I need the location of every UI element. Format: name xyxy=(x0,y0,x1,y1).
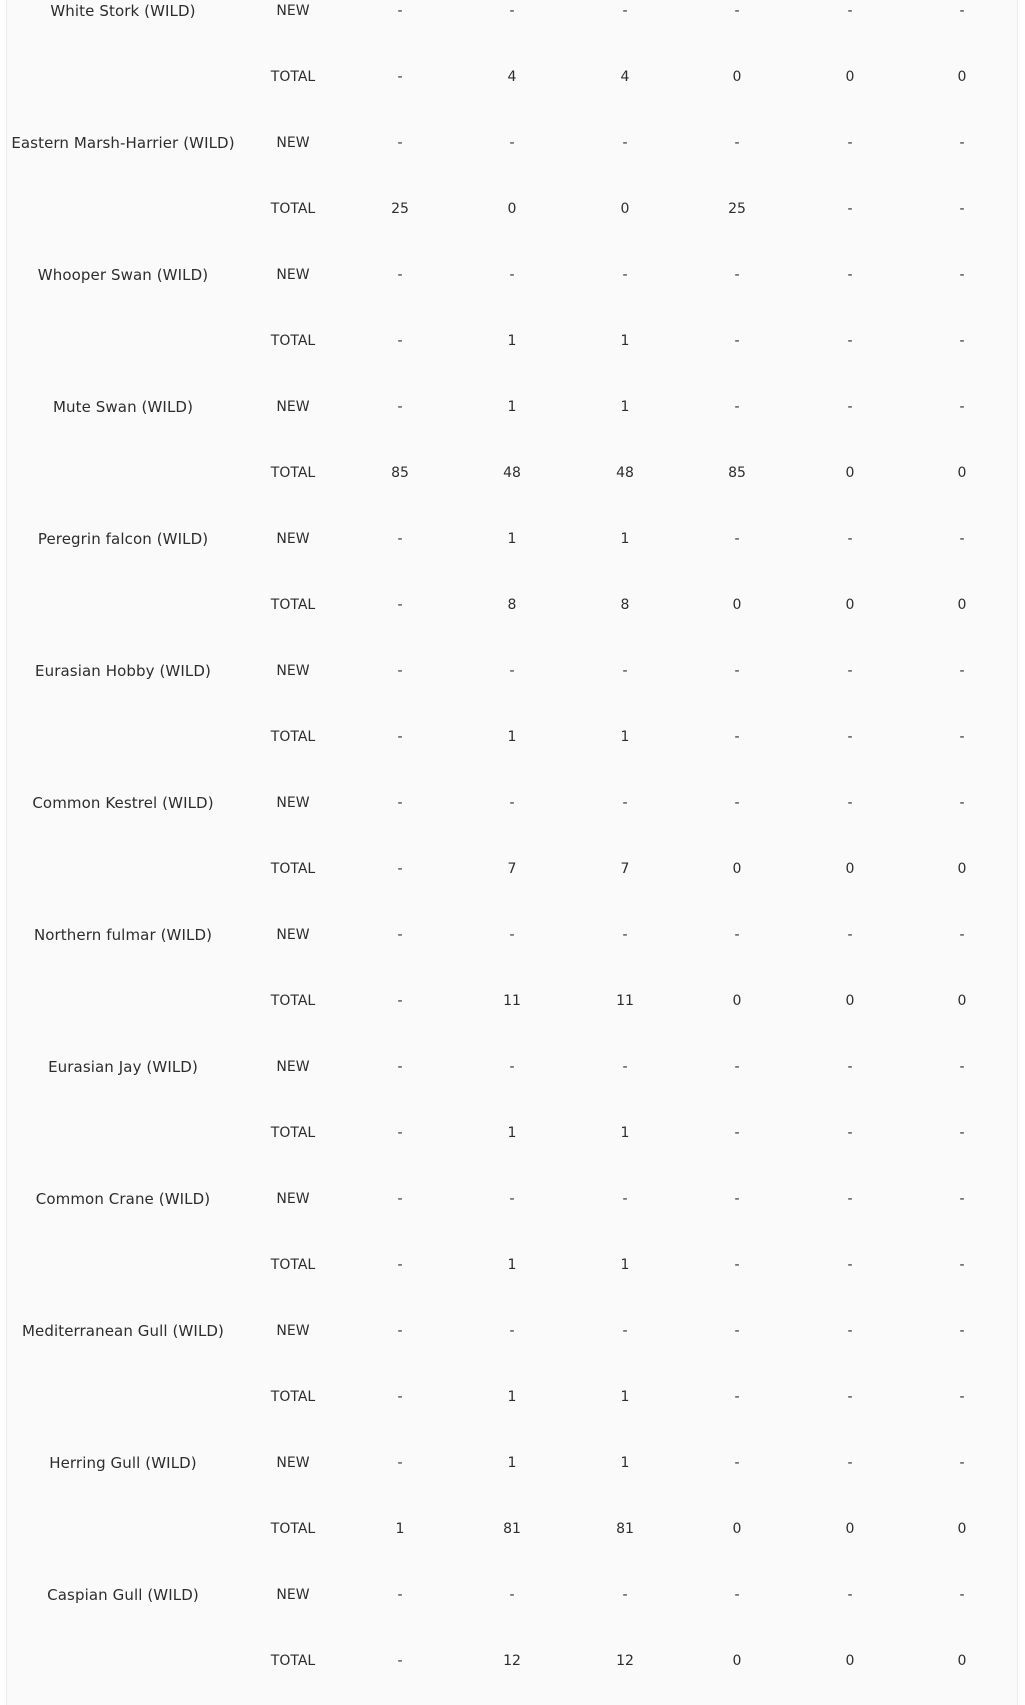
total-value-cell: 0 xyxy=(845,993,855,1009)
new-value-cell: - xyxy=(734,927,740,943)
total-value-cell: 11 xyxy=(503,993,521,1009)
species-name: Peregrin falcon (WILD) xyxy=(37,530,209,548)
total-value-cell: 0 xyxy=(845,1653,855,1669)
total-value-cell: - xyxy=(734,333,740,349)
new-subrow xyxy=(7,791,1019,815)
total-value-cell: 8 xyxy=(620,597,630,613)
total-value-cell: 48 xyxy=(616,465,634,481)
species-name: Northern fulmar (WILD) xyxy=(33,926,213,944)
new-value-cell: - xyxy=(509,1191,515,1207)
new-label: NEW xyxy=(276,531,310,547)
total-value-cell: - xyxy=(847,1389,853,1405)
new-value-cell: - xyxy=(734,531,740,547)
total-value-cell: 1 xyxy=(507,1389,517,1405)
total-value-cell: - xyxy=(397,729,403,745)
total-value-cell: 25 xyxy=(391,201,409,217)
new-subrow xyxy=(7,1583,1019,1607)
total-value-cell: 4 xyxy=(507,69,517,85)
new-value-cell: - xyxy=(509,1323,515,1339)
new-value-cell: - xyxy=(959,1455,965,1471)
new-value-cell: - xyxy=(509,267,515,283)
total-value-cell: 0 xyxy=(957,993,967,1009)
new-value-cell: - xyxy=(734,135,740,151)
total-label: TOTAL xyxy=(270,1521,316,1537)
total-value-cell: - xyxy=(397,861,403,877)
total-value-cell: 0 xyxy=(845,465,855,481)
total-value-cell: 1 xyxy=(507,729,517,745)
total-label: TOTAL xyxy=(270,69,316,85)
total-value-cell: 25 xyxy=(728,201,746,217)
new-value-cell: 1 xyxy=(507,1455,517,1471)
total-value-cell: 0 xyxy=(957,69,967,85)
new-value-cell: - xyxy=(622,267,628,283)
total-value-cell: 0 xyxy=(732,597,742,613)
new-value-cell: - xyxy=(734,795,740,811)
total-value-cell: - xyxy=(397,69,403,85)
total-value-cell: - xyxy=(847,333,853,349)
species-name: Whooper Swan (WILD) xyxy=(37,266,209,284)
species-name: Herring Gull (WILD) xyxy=(49,1454,197,1472)
total-value-cell: 12 xyxy=(503,1653,521,1669)
total-label: TOTAL xyxy=(270,993,316,1009)
species-row xyxy=(7,1001,1019,1141)
new-value-cell: - xyxy=(397,267,403,283)
total-value-cell: 1 xyxy=(620,729,630,745)
species-row xyxy=(7,77,1019,217)
total-value-cell: 0 xyxy=(732,69,742,85)
new-value-cell: - xyxy=(397,927,403,943)
new-subrow xyxy=(7,1187,1019,1211)
new-value-cell: - xyxy=(847,1059,853,1075)
new-label: NEW xyxy=(276,3,310,19)
new-subrow xyxy=(7,1319,1019,1343)
total-value-cell: - xyxy=(959,201,965,217)
new-value-cell: - xyxy=(622,1059,628,1075)
total-value-cell: 0 xyxy=(732,861,742,877)
total-value-cell: - xyxy=(397,1653,403,1669)
new-label: NEW xyxy=(276,1191,310,1207)
total-value-cell: - xyxy=(847,1125,853,1141)
new-value-cell: - xyxy=(847,927,853,943)
new-value-cell: - xyxy=(397,1587,403,1603)
total-label: TOTAL xyxy=(270,201,316,217)
new-value-cell: - xyxy=(509,135,515,151)
new-value-cell: - xyxy=(397,795,403,811)
total-value-cell: 0 xyxy=(845,1521,855,1537)
new-subrow xyxy=(7,659,1019,683)
new-value-cell: - xyxy=(509,3,515,19)
total-value-cell: - xyxy=(959,1257,965,1273)
new-value-cell: - xyxy=(622,795,628,811)
new-value-cell: - xyxy=(397,135,403,151)
new-value-cell: - xyxy=(959,1323,965,1339)
new-subrow xyxy=(7,131,1019,155)
new-value-cell: - xyxy=(847,663,853,679)
new-value-cell: - xyxy=(959,795,965,811)
new-value-cell: - xyxy=(959,267,965,283)
new-value-cell: 1 xyxy=(620,1455,630,1471)
species-row xyxy=(7,1529,1019,1669)
total-value-cell: 0 xyxy=(732,1653,742,1669)
new-value-cell: - xyxy=(959,399,965,415)
total-value-cell: 8 xyxy=(507,597,517,613)
total-value-cell: 0 xyxy=(957,861,967,877)
total-value-cell: 1 xyxy=(507,1257,517,1273)
new-value-cell: - xyxy=(734,1455,740,1471)
new-value-cell: - xyxy=(847,1587,853,1603)
total-value-cell: 0 xyxy=(957,597,967,613)
new-value-cell: - xyxy=(397,3,403,19)
total-value-cell: - xyxy=(959,729,965,745)
new-value-cell: - xyxy=(397,1191,403,1207)
total-value-cell: 0 xyxy=(957,1521,967,1537)
new-value-cell: - xyxy=(959,531,965,547)
species-name: Eurasian Hobby (WILD) xyxy=(35,662,211,680)
total-value-cell: - xyxy=(734,1257,740,1273)
new-value-cell: - xyxy=(847,795,853,811)
new-value-cell: - xyxy=(509,927,515,943)
species-row xyxy=(7,473,1019,613)
new-value-cell: - xyxy=(734,399,740,415)
total-value-cell: 1 xyxy=(620,1125,630,1141)
new-value-cell: - xyxy=(959,1059,965,1075)
new-value-cell: - xyxy=(959,135,965,151)
total-value-cell: - xyxy=(734,1125,740,1141)
new-subrow xyxy=(7,527,1019,551)
species-row xyxy=(7,0,1019,85)
new-value-cell: - xyxy=(397,1455,403,1471)
new-value-cell: - xyxy=(509,663,515,679)
new-label: NEW xyxy=(276,1323,310,1339)
new-value-cell: - xyxy=(734,663,740,679)
new-value-cell: - xyxy=(847,399,853,415)
new-value-cell: - xyxy=(847,267,853,283)
total-value-cell: 7 xyxy=(620,861,630,877)
new-label: NEW xyxy=(276,795,310,811)
new-label: NEW xyxy=(276,1059,310,1075)
total-value-cell: - xyxy=(847,1257,853,1273)
total-value-cell: 0 xyxy=(845,597,855,613)
total-label: TOTAL xyxy=(270,1125,316,1141)
total-value-cell: 0 xyxy=(507,201,517,217)
new-value-cell: - xyxy=(734,1059,740,1075)
species-row xyxy=(7,1133,1019,1273)
new-value-cell: - xyxy=(622,663,628,679)
total-value-cell: - xyxy=(397,1389,403,1405)
new-value-cell: - xyxy=(959,663,965,679)
total-value-cell: 0 xyxy=(620,201,630,217)
total-label: TOTAL xyxy=(270,465,316,481)
new-value-cell: - xyxy=(847,1191,853,1207)
new-value-cell: - xyxy=(622,1323,628,1339)
new-value-cell: - xyxy=(622,3,628,19)
species-name: Caspian Gull (WILD) xyxy=(47,1586,199,1604)
species-name: Eurasian Jay (WILD) xyxy=(48,1058,198,1076)
new-value-cell: - xyxy=(734,267,740,283)
new-value-cell: - xyxy=(847,1323,853,1339)
total-label: TOTAL xyxy=(270,1257,316,1273)
total-label: TOTAL xyxy=(270,729,316,745)
total-value-cell: 85 xyxy=(728,465,746,481)
new-value-cell: - xyxy=(509,1587,515,1603)
species-row xyxy=(7,341,1019,481)
new-value-cell: - xyxy=(959,927,965,943)
new-subrow xyxy=(7,395,1019,419)
new-subrow xyxy=(7,1055,1019,1079)
total-value-cell: 0 xyxy=(957,465,967,481)
new-value-cell: - xyxy=(397,399,403,415)
new-value-cell: 1 xyxy=(507,531,517,547)
new-value-cell: - xyxy=(622,135,628,151)
new-value-cell: - xyxy=(397,531,403,547)
species-row xyxy=(7,1265,1019,1405)
total-value-cell: 0 xyxy=(957,1653,967,1669)
total-value-cell: 0 xyxy=(732,1521,742,1537)
total-value-cell: 4 xyxy=(620,69,630,85)
new-subrow xyxy=(7,263,1019,287)
total-label: TOTAL xyxy=(270,861,316,877)
total-value-cell: 0 xyxy=(845,69,855,85)
species-name: Eastern Marsh-Harrier (WILD) xyxy=(11,134,235,152)
new-value-cell: - xyxy=(734,1587,740,1603)
new-value-cell: - xyxy=(509,795,515,811)
total-label: TOTAL xyxy=(270,1653,316,1669)
species-row xyxy=(7,1397,1019,1537)
new-label: NEW xyxy=(276,135,310,151)
new-value-cell: 1 xyxy=(620,399,630,415)
new-value-cell: - xyxy=(397,1059,403,1075)
new-value-cell: - xyxy=(397,1323,403,1339)
species-name: Mediterranean Gull (WILD) xyxy=(21,1322,225,1340)
total-value-cell: - xyxy=(959,1389,965,1405)
total-value-cell: - xyxy=(397,597,403,613)
new-value-cell: - xyxy=(509,1059,515,1075)
total-value-cell: 12 xyxy=(616,1653,634,1669)
total-value-cell: 0 xyxy=(845,861,855,877)
new-value-cell: - xyxy=(397,663,403,679)
total-value-cell: 1 xyxy=(507,1125,517,1141)
total-value-cell: - xyxy=(397,1125,403,1141)
new-value-cell: - xyxy=(847,1455,853,1471)
new-label: NEW xyxy=(276,267,310,283)
total-value-cell: 81 xyxy=(503,1521,521,1537)
total-label: TOTAL xyxy=(270,1389,316,1405)
species-row xyxy=(7,209,1019,349)
new-value-cell: - xyxy=(847,3,853,19)
total-value-cell: 7 xyxy=(507,861,517,877)
table-panel xyxy=(6,0,1018,1705)
new-value-cell: - xyxy=(847,531,853,547)
total-value-cell: - xyxy=(847,729,853,745)
new-label: NEW xyxy=(276,1587,310,1603)
total-value-cell: - xyxy=(734,729,740,745)
new-value-cell: - xyxy=(734,1323,740,1339)
new-value-cell: - xyxy=(959,1191,965,1207)
new-subrow xyxy=(7,1451,1019,1475)
total-value-cell: 1 xyxy=(620,1389,630,1405)
species-name: White Stork (WILD) xyxy=(50,2,196,20)
new-value-cell: 1 xyxy=(507,399,517,415)
total-value-cell: 48 xyxy=(503,465,521,481)
total-value-cell: - xyxy=(959,1125,965,1141)
total-value-cell: 1 xyxy=(395,1521,405,1537)
species-row xyxy=(7,869,1019,1009)
total-label: TOTAL xyxy=(270,333,316,349)
total-value-cell: 85 xyxy=(391,465,409,481)
new-label: NEW xyxy=(276,927,310,943)
species-table xyxy=(7,0,1019,1669)
new-subrow xyxy=(7,0,1019,23)
total-value-cell: - xyxy=(397,993,403,1009)
total-value-cell: 1 xyxy=(620,333,630,349)
total-value-cell: - xyxy=(959,333,965,349)
species-row xyxy=(7,605,1019,745)
new-value-cell: - xyxy=(622,1587,628,1603)
new-label: NEW xyxy=(276,1455,310,1471)
total-value-cell: 1 xyxy=(620,1257,630,1273)
new-subrow xyxy=(7,923,1019,947)
new-label: NEW xyxy=(276,399,310,415)
total-value-cell: - xyxy=(397,333,403,349)
total-value-cell: - xyxy=(734,1389,740,1405)
total-value-cell: 0 xyxy=(732,993,742,1009)
total-value-cell: - xyxy=(847,201,853,217)
new-value-cell: - xyxy=(734,1191,740,1207)
total-subrow xyxy=(7,1649,1019,1673)
new-label: NEW xyxy=(276,663,310,679)
total-value-cell: 11 xyxy=(616,993,634,1009)
species-name: Common Crane (WILD) xyxy=(35,1190,211,1208)
species-name: Mute Swan (WILD) xyxy=(52,398,194,416)
new-value-cell: - xyxy=(959,3,965,19)
total-value-cell: - xyxy=(397,1257,403,1273)
total-label: TOTAL xyxy=(270,597,316,613)
new-value-cell: 1 xyxy=(620,531,630,547)
total-value-cell: 1 xyxy=(507,333,517,349)
total-value-cell: 81 xyxy=(616,1521,634,1537)
species-name: Common Kestrel (WILD) xyxy=(32,794,214,812)
new-value-cell: - xyxy=(847,135,853,151)
new-value-cell: - xyxy=(959,1587,965,1603)
new-value-cell: - xyxy=(622,927,628,943)
new-value-cell: - xyxy=(622,1191,628,1207)
species-row xyxy=(7,737,1019,877)
new-value-cell: - xyxy=(734,3,740,19)
